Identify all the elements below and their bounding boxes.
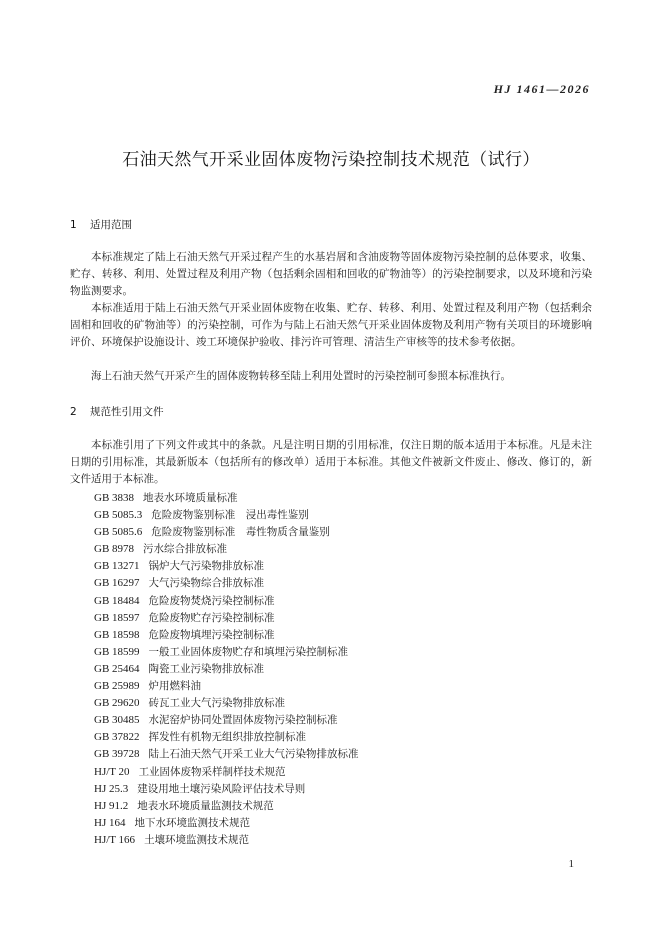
reference-item <box>94 781 359 798</box>
section-heading-normative-references <box>70 404 164 419</box>
reference-name: 工业固体废物采样制样技术规范 <box>138 765 286 778</box>
document-title: 石油天然气开采业固体废物污染控制技术规范（试行） <box>122 150 540 170</box>
paragraph: 本标准规定了陆上石油天然气开采过程产生的水基岩屑和含油废物等固体废物污染控制的总体要求，收集、贮存、转移、利用、处置过程及利用产物（包括剩余固相和回收的矿物油等）的污染控制要求，以及环境和污染物监测要求。 <box>70 251 592 297</box>
reference-code: GB 29620 <box>94 697 140 710</box>
reference-name: 危险废物鉴别标准 毒性物质含量鉴别 <box>151 526 330 539</box>
reference-item <box>94 524 359 541</box>
reference-name: 地表水环境质量监测技术规范 <box>137 799 274 812</box>
reference-code: HJ 164 <box>94 816 126 829</box>
reference-item <box>94 507 359 524</box>
reference-code: GB 18598 <box>94 628 140 641</box>
reference-item <box>94 712 359 729</box>
reference-code: GB 39728 <box>94 748 140 761</box>
reference-code: GB 18484 <box>94 594 140 607</box>
reference-name: 地下水环境监测技术规范 <box>134 816 250 829</box>
paragraph: 海上石油天然气开采产生的固体废物转移至陆上利用处置时的污染控制可参照本标准执行。 <box>91 370 511 382</box>
reference-name: 挥发性有机物无组织排放控制标准 <box>148 731 307 744</box>
reference-name: 污水综合排放标准 <box>143 543 228 556</box>
reference-name: 陶瓷工业污染物排放标准 <box>148 662 265 675</box>
reference-code: HJ/T 166 <box>94 833 136 846</box>
reference-name: 陆上石油天然气开采工业大气污染物排放标准 <box>148 748 359 761</box>
reference-name: 危险废物贮存污染控制标准 <box>148 611 275 624</box>
reference-item <box>94 627 359 644</box>
reference-name: 砖瓦工业大气污染物排放标准 <box>148 697 286 710</box>
reference-name: 大气污染物综合排放标准 <box>148 577 265 590</box>
reference-code: GB 5085.6 <box>94 526 143 539</box>
reference-item <box>94 798 359 815</box>
reference-name: 危险废物鉴别标准 浸出毒性鉴别 <box>151 509 309 522</box>
reference-code: GB 30485 <box>94 714 140 727</box>
reference-item <box>94 661 359 678</box>
reference-item <box>94 678 359 695</box>
reference-code: GB 13271 <box>94 560 140 573</box>
reference-code: GB 25464 <box>94 662 140 675</box>
reference-name: 危险废物焚烧污染控制标准 <box>148 594 275 607</box>
reference-code: HJ 91.2 <box>94 799 129 812</box>
reference-code: GB 3838 <box>94 492 135 504</box>
reference-item <box>94 764 359 781</box>
reference-name: 炉用燃料油 <box>148 680 202 693</box>
standard-number: HJ 1461—2026 <box>493 82 590 96</box>
reference-item <box>94 610 359 627</box>
section-number: 1 <box>70 219 77 231</box>
page-number: 1 <box>568 858 574 870</box>
reference-code: GB 8978 <box>94 543 135 556</box>
reference-name: 地表水环境质量标准 <box>143 492 238 504</box>
reference-name: 水泥窑炉协同处置固体废物污染控制标准 <box>148 714 338 727</box>
reference-item <box>94 729 359 746</box>
reference-item <box>94 746 359 763</box>
reference-item <box>94 815 359 832</box>
reference-item <box>94 695 359 712</box>
reference-item <box>94 593 359 610</box>
reference-name: 一般工业固体废物贮存和填埋污染控制标准 <box>148 645 349 658</box>
reference-code: GB 16297 <box>94 577 140 590</box>
reference-code: GB 25989 <box>94 680 140 693</box>
reference-list <box>94 490 359 849</box>
section-title: 规范性引用文件 <box>90 406 164 418</box>
reference-code: HJ/T 20 <box>94 765 130 778</box>
reference-code: GB 37822 <box>94 731 140 744</box>
section-number: 2 <box>70 406 77 418</box>
section-title: 适用范围 <box>90 219 132 231</box>
reference-name: 危险废物填埋污染控制标准 <box>148 628 275 641</box>
reference-item <box>94 541 359 558</box>
reference-item <box>94 490 359 507</box>
reference-item <box>94 832 359 849</box>
reference-code: HJ 25.3 <box>94 782 129 795</box>
reference-code: GB 5085.3 <box>94 509 143 522</box>
section-heading-scope <box>70 217 132 232</box>
reference-code: GB 18599 <box>94 645 140 658</box>
reference-item <box>94 558 359 575</box>
reference-code: GB 18597 <box>94 611 140 624</box>
reference-item <box>94 575 359 592</box>
reference-name: 土壤环境监测技术规范 <box>144 833 250 846</box>
paragraph: 本标准引用了下列文件或其中的条款。凡是注明日期的引用标准，仅注日期的版本适用于本标准。凡是未注日期的引用标准，其最新版本（包括所有的修改单）适用于本标准。其他文件被新文件废止、修改、修订的，新文件适用于本标准。 <box>70 439 592 485</box>
reference-name: 锅炉大气污染物排放标准 <box>148 560 265 573</box>
paragraph: 本标准适用于陆上石油天然气开采业固体废物在收集、贮存、转移、利用、处置过程及利用产物（包括剩余固相和回收的矿物油等）的污染控制，可作为与陆上石油天然气开采业固体废物及利用产物有关项目的环境影响评价、环境保护设施设计、竣工环境保护验收、排污许可管理、清洁生产审核等的技术参考依据。 <box>70 302 592 348</box>
reference-name: 建设用地土壤污染风险评估技术导则 <box>137 782 306 795</box>
reference-item <box>94 644 359 661</box>
